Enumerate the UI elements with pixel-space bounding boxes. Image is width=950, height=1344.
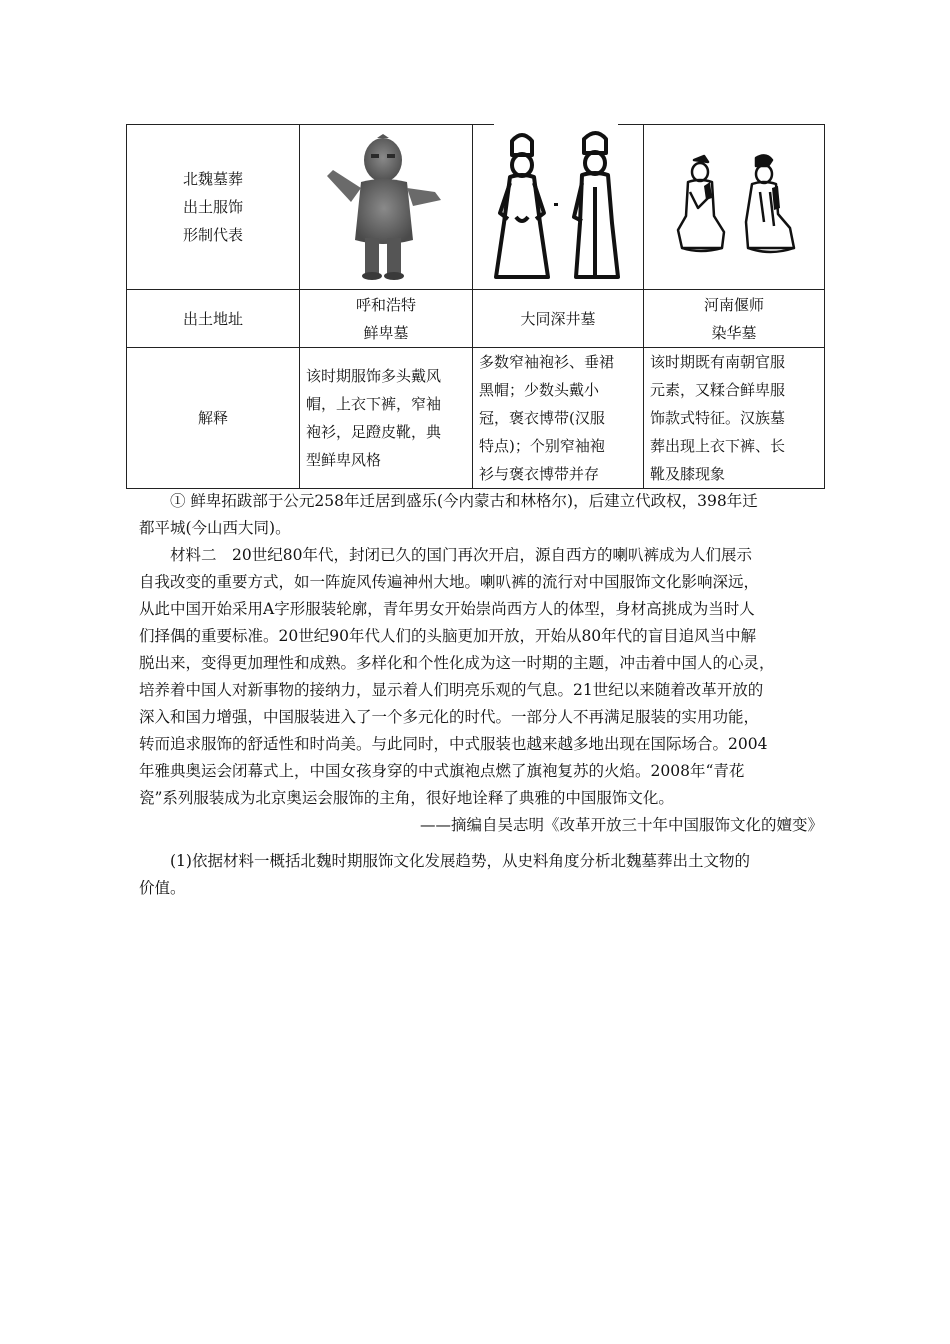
header-label-line: 出土服饰 — [182, 198, 243, 216]
material-line: 自我改变的重要方式，如一阵旋风传遍神州大地。喇叭裤的流行对中国服饰文化影响深远， — [139, 573, 760, 591]
source-citation: ——摘编自吴志明《改革开放三十年中国服饰文化的嬗变》 — [419, 816, 823, 834]
material-line: 脱出来，变得更加理性和成熟。多样化和个性化成为这一时期的主题，冲击着中国人的心灵， — [139, 654, 775, 672]
image-cell-hohhot — [300, 125, 473, 290]
explanation-line: 衫与褒衣博带并存 — [479, 465, 600, 483]
explanation-cell — [300, 348, 473, 489]
explanation-line: 型鲜卑风格 — [306, 451, 382, 469]
material-line: 从此中国开始采用A字形服装轮廓，青年男女开始崇尚西方人的体型，身材高挑成为当时人 — [139, 600, 755, 618]
location-line: 河南偃师 — [703, 295, 764, 314]
material-line: 瓷”系列服装成为北京奥运会服饰的主角，很好地诠释了典雅的中国服饰文化。 — [139, 789, 674, 807]
explanation-line: 特点)；个别窄袖袍 — [479, 437, 605, 455]
header-label-line: 北魏墓葬 — [182, 170, 243, 188]
footnote-line: 都平城(今山西大同)。 — [139, 519, 291, 537]
location-cell — [300, 290, 473, 348]
explanation-cell — [644, 348, 825, 489]
question-line: (1)依据材料一概括北魏时期服饰文化发展趋势，从史料角度分析北魏墓葬出土文物的 — [170, 852, 750, 870]
table-row-location — [127, 290, 825, 348]
explanation-line: 饰款式特征。汉族墓 — [650, 409, 786, 427]
question-line: 价值。 — [139, 879, 186, 897]
pottery-figure-icon — [321, 132, 451, 282]
location-line: 鲜卑墓 — [363, 323, 409, 342]
material-line: 培养着中国人对新事物的接纳力，显示着人们明亮乐观的气息。21世纪以来随着改革开放的 — [139, 681, 764, 699]
explanation-line: 靴及膝现象 — [650, 465, 726, 483]
footnote — [139, 488, 823, 542]
location-line: 染华墓 — [711, 323, 757, 342]
explanation-cell — [473, 348, 644, 489]
explanation-line: 黑帽；少数头戴小 — [479, 381, 600, 399]
location-line: 大同深井墓 — [520, 309, 596, 328]
explanation-line: 该时期既有南朝官服 — [650, 353, 786, 371]
question-one — [139, 848, 823, 902]
table-row-explanation — [127, 348, 825, 489]
material-line: 年雅典奥运会闭幕式上，中国女孩身穿的中式旗袍点燃了旗袍复苏的火焰。2008年“青花 — [139, 762, 745, 780]
explanation-line: 该时期服饰多头戴风 — [306, 367, 442, 385]
two-robed-figures-icon — [478, 127, 638, 287]
material-line: 们择偶的重要标准。20世纪90年代人们的头脑更加开放，开始从80年代的盲目追风当中解 — [139, 627, 757, 645]
explanation-line: 袍衫，足蹬皮靴，典 — [306, 423, 442, 441]
image-cell-datong — [473, 125, 644, 290]
material-line: 深入和国力增强，中国服装进入了一个多元化的时代。一部分人不再满足服装的实用功能， — [139, 708, 760, 726]
location-cell — [473, 290, 644, 348]
location-line: 呼和浩特 — [355, 295, 416, 314]
explanation-line: 冠，褒衣博带(汉服 — [479, 409, 605, 427]
row-label-location: 出土地址 — [127, 290, 300, 348]
explanation-line: 葬出现上衣下裤、长 — [650, 437, 786, 455]
footnote-line: ① 鲜卑拓跋部于公元258年迁居到盛乐(今内蒙古和林格尔)，后建立代政权，398年迁 — [170, 492, 758, 510]
row-label-explanation: 解释 — [127, 348, 300, 489]
material-line: 材料二 20世纪80年代，封闭已久的国门再次开启，源自西方的喇叭裤成为人们展示 — [170, 546, 752, 564]
image-overlap-mask — [494, 119, 618, 129]
header-label-cell — [127, 125, 300, 290]
relics-table — [126, 124, 825, 489]
table-row-images — [127, 125, 825, 290]
material-two — [139, 542, 823, 839]
explanation-line: 多数窄袖袍衫、垂裙 — [479, 353, 615, 371]
explanation-line: 元素，又糅合鲜卑服 — [650, 381, 786, 399]
explanation-line: 帽，上衣下裤，窄袖 — [306, 395, 442, 413]
kneeling-figures-icon — [664, 152, 804, 262]
material-line: 转而追求服饰的舒适性和时尚美。与此同时，中式服装也越来越多地出现在国际场合。2004 — [139, 735, 768, 753]
header-label-line: 形制代表 — [182, 226, 243, 244]
image-cell-yanshi — [644, 125, 825, 290]
location-cell — [644, 290, 825, 348]
